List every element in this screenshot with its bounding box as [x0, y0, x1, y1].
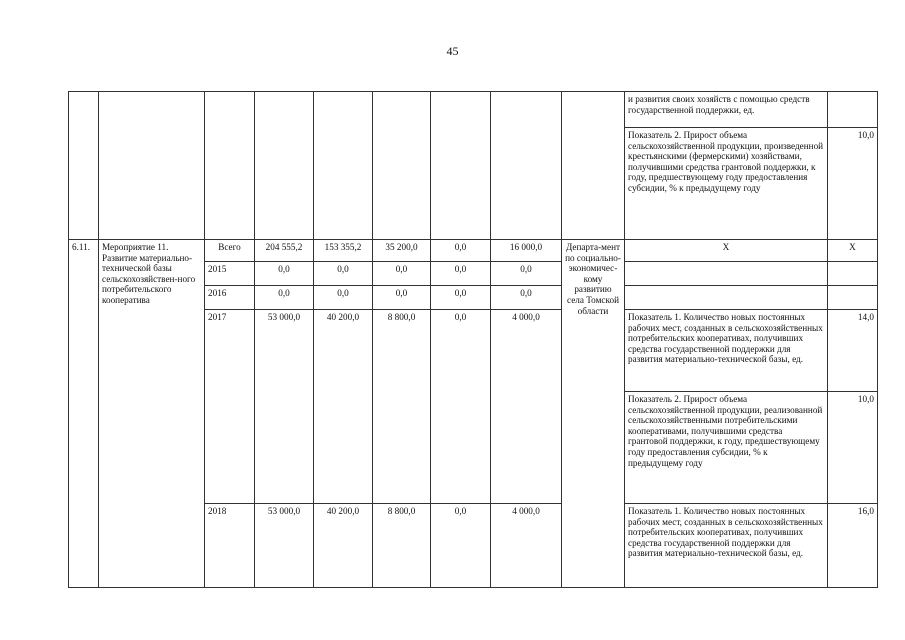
value-cell: 0,0: [431, 504, 491, 588]
value-cell: 40 200,0: [314, 504, 373, 588]
indicator-text: Показатель 2. Прирост объема сельскохозяйственной продукции, произведенной крестьянскими (фермерскими) хозяйствами, получившими средства грантовой поддержки, к году, предшествующему году предоставления субсидии, % к предыдущему году: [625, 128, 828, 240]
program-table: [68, 91, 878, 588]
value-cell: 53 000,0: [255, 310, 314, 504]
year-cell: 2016: [205, 286, 255, 310]
year-cell: 2015: [205, 262, 255, 286]
value-cell: 0,0: [431, 262, 491, 286]
value-cell: 53 000,0: [255, 504, 314, 588]
value-cell: 0,0: [491, 286, 562, 310]
value-cell: 16 000,0: [491, 240, 562, 262]
indicator-text: Показатель 2. Прирост объема сельскохозяйственной продукции, реализованной сельскохозяйственными потребительскими кооперативами, получившими средства грантовой поддержки, к году, предшествующему году предоставления субсидии, % к предыдущему году: [625, 392, 828, 504]
page-number: 45: [446, 44, 459, 58]
value-cell: 0,0: [431, 240, 491, 262]
value-cell: 0,0: [431, 286, 491, 310]
measure-number: 6.11.: [69, 240, 99, 588]
value-cell: 0,0: [255, 286, 314, 310]
year-cell: 2017: [205, 310, 255, 504]
indicator-text: Показатель 1. Количество новых постоянных рабочих мест, созданных в сельскохозяйственных потребительских кооперативах, получивших средства государственной поддержки для развития материально-технической базы, ед.: [625, 504, 828, 588]
cell-empty: [828, 262, 878, 286]
value-cell: 4 000,0: [491, 504, 562, 588]
indicator-value: 10,0: [828, 392, 878, 504]
value-cell: 0,0: [373, 262, 431, 286]
indicator-text: Показатель 1. Количество новых постоянных рабочих мест, созданных в сельскохозяйственных потребительских кооперативах, получивших средства государственной поддержки для развития материально-технической базы, ед.: [625, 310, 828, 392]
cell-empty: [491, 92, 562, 240]
value-cell: 0,0: [314, 286, 373, 310]
value-cell: 0,0: [491, 262, 562, 286]
value-cell: 204 555,2: [255, 240, 314, 262]
cell-empty: [625, 286, 828, 310]
indicator-value: 14,0: [828, 310, 878, 392]
year-cell: 2018: [205, 504, 255, 588]
value-cell: 35 200,0: [373, 240, 431, 262]
indicator-value: 10,0: [828, 128, 878, 240]
table-row: [69, 92, 878, 128]
year-cell: Всего: [205, 240, 255, 262]
cell-empty: [205, 92, 255, 240]
value-cell: 4 000,0: [491, 310, 562, 504]
value-cell: 0,0: [314, 262, 373, 286]
indicator-text: Х: [625, 240, 828, 262]
value-cell: 0,0: [431, 310, 491, 504]
cell-empty: [99, 92, 205, 240]
cell-empty: [69, 92, 99, 240]
indicator-value: [828, 92, 878, 128]
measure-name: Мероприятие 11. Развитие материально-технической базы сельскохозяйствен-ного потребительского кооператива: [99, 240, 205, 588]
indicator-text: и развития своих хозяйств с помощью средств государственной поддержки, ед.: [625, 92, 828, 128]
table-row: [69, 240, 878, 262]
value-cell: 0,0: [373, 286, 431, 310]
cell-empty: [828, 286, 878, 310]
value-cell: 8 800,0: [373, 310, 431, 504]
executor: Департа-мент по социально-экономичес-кому развитию села Томской области: [562, 240, 625, 588]
cell-empty: [373, 92, 431, 240]
cell-empty: [625, 262, 828, 286]
value-cell: 153 355,2: [314, 240, 373, 262]
indicator-value: Х: [828, 240, 878, 262]
value-cell: 0,0: [255, 262, 314, 286]
cell-empty: [562, 92, 625, 240]
cell-empty: [255, 92, 314, 240]
cell-empty: [314, 92, 373, 240]
indicator-value: 16,0: [828, 504, 878, 588]
cell-empty: [431, 92, 491, 240]
value-cell: 8 800,0: [373, 504, 431, 588]
value-cell: 40 200,0: [314, 310, 373, 504]
